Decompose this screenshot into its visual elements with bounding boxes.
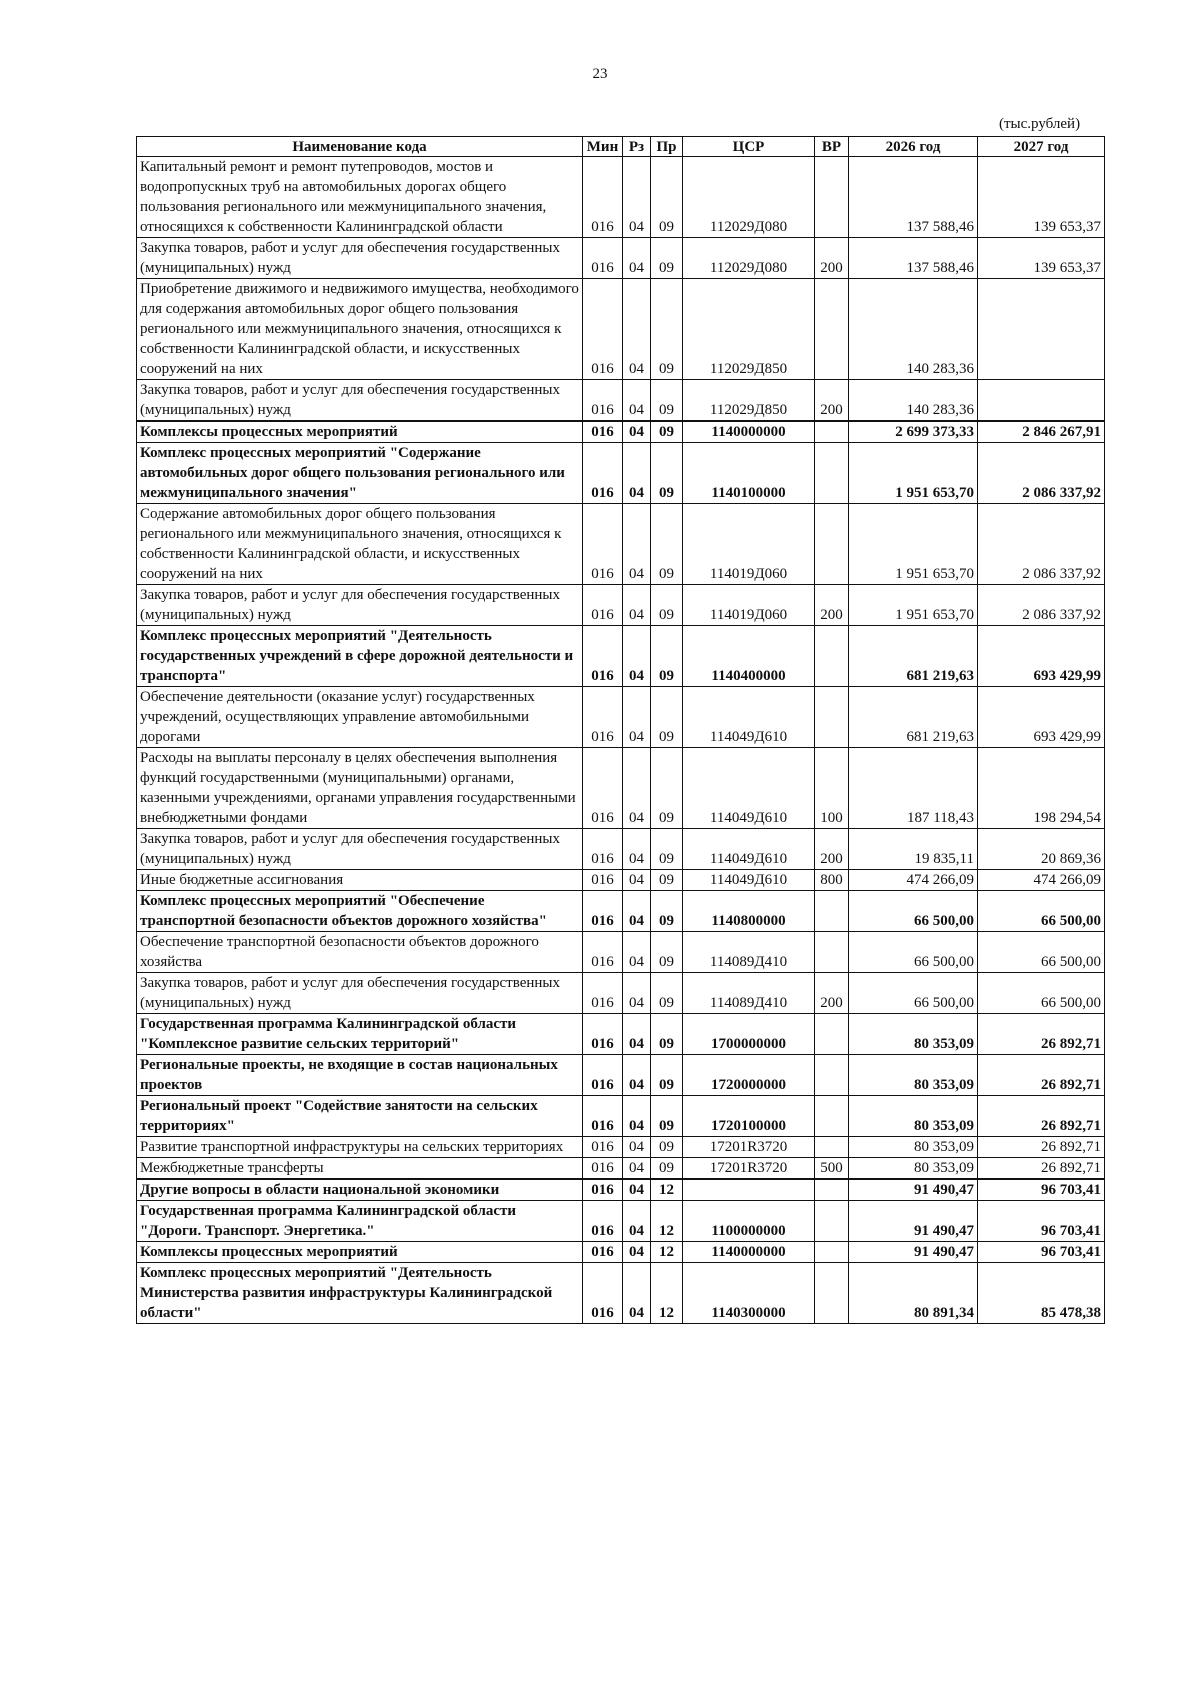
cell-pr: 09: [651, 1096, 683, 1137]
cell-2027: 693 429,99: [978, 687, 1105, 748]
cell-2026: 2 699 373,33: [849, 421, 978, 443]
table-row: [137, 380, 1105, 422]
cell-min: 016: [583, 421, 623, 443]
cell-2027: 139 653,37: [978, 157, 1105, 238]
cell-rz: 04: [623, 626, 651, 687]
table-header-row: [137, 137, 1105, 157]
cell-csr: 112029Д850: [683, 279, 815, 380]
cell-vr: [815, 1242, 849, 1263]
cell-2027: 2 086 337,92: [978, 443, 1105, 504]
cell-pr: 09: [651, 626, 683, 687]
cell-pr: 09: [651, 421, 683, 443]
cell-name: Региональные проекты, не входящие в состав национальных проектов: [137, 1055, 583, 1096]
cell-csr: 114089Д410: [683, 973, 815, 1014]
cell-name: Комплексы процессных мероприятий: [137, 1242, 583, 1263]
cell-pr: 09: [651, 1158, 683, 1180]
cell-2026: 91 490,47: [849, 1201, 978, 1242]
cell-name: Другие вопросы в области национальной экономики: [137, 1179, 583, 1201]
table-row: [137, 1263, 1105, 1324]
cell-min: 016: [583, 1179, 623, 1201]
cell-min: 016: [583, 380, 623, 422]
cell-2026: 80 353,09: [849, 1055, 978, 1096]
cell-rz: 04: [623, 421, 651, 443]
cell-csr: 1140000000: [683, 421, 815, 443]
cell-pr: 09: [651, 687, 683, 748]
cell-2027: 96 703,41: [978, 1179, 1105, 1201]
cell-vr: [815, 1055, 849, 1096]
table-row: [137, 1096, 1105, 1137]
cell-pr: 09: [651, 829, 683, 870]
cell-csr: 112029Д080: [683, 157, 815, 238]
cell-rz: 04: [623, 585, 651, 626]
table-row: [137, 1201, 1105, 1242]
cell-rz: 04: [623, 504, 651, 585]
table-row: [137, 1014, 1105, 1055]
table-row: [137, 1137, 1105, 1158]
cell-pr: 12: [651, 1201, 683, 1242]
cell-vr: [815, 1014, 849, 1055]
cell-min: 016: [583, 973, 623, 1014]
header-vr: ВР: [815, 137, 849, 157]
cell-2026: 66 500,00: [849, 891, 978, 932]
cell-rz: 04: [623, 973, 651, 1014]
cell-vr: [815, 421, 849, 443]
table-row: [137, 421, 1105, 443]
cell-min: 016: [583, 1263, 623, 1324]
cell-2026: 137 588,46: [849, 238, 978, 279]
cell-2027: 26 892,71: [978, 1137, 1105, 1158]
cell-pr: 09: [651, 891, 683, 932]
cell-2026: 681 219,63: [849, 687, 978, 748]
cell-2026: 187 118,43: [849, 748, 978, 829]
cell-rz: 04: [623, 932, 651, 973]
cell-csr: 114019Д060: [683, 504, 815, 585]
cell-pr: 09: [651, 1014, 683, 1055]
header-min: Мин: [583, 137, 623, 157]
cell-2027: 2 086 337,92: [978, 504, 1105, 585]
cell-rz: 04: [623, 870, 651, 891]
cell-2027: 66 500,00: [978, 973, 1105, 1014]
cell-vr: 200: [815, 238, 849, 279]
cell-2027: 66 500,00: [978, 932, 1105, 973]
cell-rz: 04: [623, 1179, 651, 1201]
cell-name: Комплексы процессных мероприятий: [137, 421, 583, 443]
cell-csr: 114049Д610: [683, 748, 815, 829]
cell-rz: 04: [623, 1137, 651, 1158]
cell-name: Расходы на выплаты персоналу в целях обеспечения выполнения функций государственными (муниципальными) органами, казенными учреждениями, органами управления государственными внебюджетными фондами: [137, 748, 583, 829]
cell-name: Комплекс процессных мероприятий "Содержание автомобильных дорог общего пользования регионального или межмуниципального значения": [137, 443, 583, 504]
cell-2027: 85 478,38: [978, 1263, 1105, 1324]
header-rz: Рз: [623, 137, 651, 157]
cell-min: 016: [583, 687, 623, 748]
cell-2027: 26 892,71: [978, 1096, 1105, 1137]
cell-csr: 1100000000: [683, 1201, 815, 1242]
header-2026: 2026 год: [849, 137, 978, 157]
cell-2026: 1 951 653,70: [849, 585, 978, 626]
cell-2026: 80 353,09: [849, 1137, 978, 1158]
table-row: [137, 748, 1105, 829]
cell-rz: 04: [623, 1263, 651, 1324]
cell-2027: 20 869,36: [978, 829, 1105, 870]
budget-table: [136, 136, 1105, 1324]
cell-pr: 12: [651, 1179, 683, 1201]
cell-pr: 09: [651, 279, 683, 380]
cell-csr: [683, 1179, 815, 1201]
cell-2026: 66 500,00: [849, 973, 978, 1014]
cell-2027: [978, 380, 1105, 422]
table-row: [137, 157, 1105, 238]
cell-name: Закупка товаров, работ и услуг для обеспечения государственных (муниципальных) нужд: [137, 973, 583, 1014]
cell-2026: 66 500,00: [849, 932, 978, 973]
cell-2027: 26 892,71: [978, 1055, 1105, 1096]
cell-name: Обеспечение деятельности (оказание услуг) государственных учреждений, осуществляющих управление автомобильными дорогами: [137, 687, 583, 748]
cell-min: 016: [583, 504, 623, 585]
cell-2026: 137 588,46: [849, 157, 978, 238]
cell-vr: 500: [815, 1158, 849, 1180]
cell-2026: 80 891,34: [849, 1263, 978, 1324]
cell-min: 016: [583, 1055, 623, 1096]
cell-min: 016: [583, 1158, 623, 1180]
cell-name: Развитие транспортной инфраструктуры на сельских территориях: [137, 1137, 583, 1158]
cell-vr: [815, 157, 849, 238]
cell-name: Комплекс процессных мероприятий "Деятельность государственных учреждений в сфере дорожной деятельности и транспорта": [137, 626, 583, 687]
cell-2026: 91 490,47: [849, 1242, 978, 1263]
table-row: [137, 829, 1105, 870]
cell-min: 016: [583, 157, 623, 238]
cell-csr: 112029Д080: [683, 238, 815, 279]
cell-pr: 09: [651, 748, 683, 829]
cell-rz: 04: [623, 1242, 651, 1263]
cell-rz: 04: [623, 238, 651, 279]
header-2027: 2027 год: [978, 137, 1105, 157]
table-row: [137, 870, 1105, 891]
cell-name: Закупка товаров, работ и услуг для обеспечения государственных (муниципальных) нужд: [137, 380, 583, 422]
cell-vr: [815, 1201, 849, 1242]
cell-min: 016: [583, 1201, 623, 1242]
cell-vr: [815, 279, 849, 380]
cell-name: Закупка товаров, работ и услуг для обеспечения государственных (муниципальных) нужд: [137, 585, 583, 626]
cell-min: 016: [583, 585, 623, 626]
cell-name: Капитальный ремонт и ремонт путепроводов, мостов и водопропускных труб на автомобильных дорогах общего пользования регионального или межмуниципального значения, относящихся к собственности Калининградской области: [137, 157, 583, 238]
cell-2027: 139 653,37: [978, 238, 1105, 279]
cell-vr: 200: [815, 585, 849, 626]
cell-rz: 04: [623, 1014, 651, 1055]
header-csr: ЦСР: [683, 137, 815, 157]
cell-csr: 114049Д610: [683, 829, 815, 870]
cell-vr: [815, 687, 849, 748]
cell-csr: 1140800000: [683, 891, 815, 932]
cell-min: 016: [583, 870, 623, 891]
cell-2026: 1 951 653,70: [849, 443, 978, 504]
table-row: [137, 1242, 1105, 1263]
cell-2027: 474 266,09: [978, 870, 1105, 891]
cell-vr: 200: [815, 973, 849, 1014]
cell-vr: 200: [815, 829, 849, 870]
cell-rz: 04: [623, 443, 651, 504]
cell-2026: 140 283,36: [849, 380, 978, 422]
table-row: [137, 932, 1105, 973]
table-row: [137, 891, 1105, 932]
cell-pr: 12: [651, 1242, 683, 1263]
cell-min: 016: [583, 1096, 623, 1137]
cell-min: 016: [583, 626, 623, 687]
cell-name: Комплекс процессных мероприятий "Обеспечение транспортной безопасности объектов дорожного хозяйства": [137, 891, 583, 932]
cell-min: 016: [583, 891, 623, 932]
header-name: Наименование кода: [137, 137, 583, 157]
cell-csr: 114049Д610: [683, 687, 815, 748]
cell-rz: 04: [623, 1055, 651, 1096]
cell-name: Комплекс процессных мероприятий "Деятельность Министерства развития инфраструктуры Калининградской области": [137, 1263, 583, 1324]
cell-min: 016: [583, 1137, 623, 1158]
table-row: [137, 279, 1105, 380]
cell-2026: 80 353,09: [849, 1096, 978, 1137]
cell-pr: 09: [651, 380, 683, 422]
cell-csr: 1140400000: [683, 626, 815, 687]
cell-2027: 96 703,41: [978, 1242, 1105, 1263]
cell-2027: 96 703,41: [978, 1201, 1105, 1242]
table-row: [137, 1055, 1105, 1096]
cell-vr: 100: [815, 748, 849, 829]
table-row: [137, 238, 1105, 279]
cell-2026: 91 490,47: [849, 1179, 978, 1201]
cell-csr: 17201R3720: [683, 1137, 815, 1158]
table-row: [137, 1179, 1105, 1201]
cell-pr: 09: [651, 238, 683, 279]
cell-vr: [815, 626, 849, 687]
cell-pr: 09: [651, 1055, 683, 1096]
cell-2027: 2 086 337,92: [978, 585, 1105, 626]
cell-csr: 114049Д610: [683, 870, 815, 891]
cell-csr: 1720100000: [683, 1096, 815, 1137]
table-row: [137, 504, 1105, 585]
cell-2026: 80 353,09: [849, 1014, 978, 1055]
cell-2026: 19 835,11: [849, 829, 978, 870]
cell-vr: 200: [815, 380, 849, 422]
cell-2026: 681 219,63: [849, 626, 978, 687]
cell-rz: 04: [623, 1096, 651, 1137]
cell-vr: [815, 1096, 849, 1137]
cell-name: Содержание автомобильных дорог общего пользования регионального или межмуниципального значения, относящихся к собственности Калининградской области, и искусственных сооружений на них: [137, 504, 583, 585]
cell-vr: [815, 1179, 849, 1201]
table-body: [137, 157, 1105, 1324]
cell-2026: 474 266,09: [849, 870, 978, 891]
cell-min: 016: [583, 748, 623, 829]
cell-name: Иные бюджетные ассигнования: [137, 870, 583, 891]
cell-csr: 114089Д410: [683, 932, 815, 973]
cell-rz: 04: [623, 157, 651, 238]
cell-min: 016: [583, 279, 623, 380]
cell-name: Региональный проект "Содействие занятости на сельских территориях": [137, 1096, 583, 1137]
cell-2026: 80 353,09: [849, 1158, 978, 1180]
cell-2027: 693 429,99: [978, 626, 1105, 687]
cell-min: 016: [583, 932, 623, 973]
cell-vr: [815, 932, 849, 973]
cell-min: 016: [583, 829, 623, 870]
cell-pr: 09: [651, 443, 683, 504]
cell-2027: 26 892,71: [978, 1014, 1105, 1055]
cell-vr: [815, 504, 849, 585]
cell-vr: [815, 1137, 849, 1158]
cell-name: Государственная программа Калининградской области "Дороги. Транспорт. Энергетика.": [137, 1201, 583, 1242]
table-row: [137, 687, 1105, 748]
cell-2027: 198 294,54: [978, 748, 1105, 829]
cell-pr: 09: [651, 585, 683, 626]
cell-2027: [978, 279, 1105, 380]
cell-min: 016: [583, 1242, 623, 1263]
table-row: [137, 626, 1105, 687]
cell-vr: 800: [815, 870, 849, 891]
table-row: [137, 1158, 1105, 1180]
cell-rz: 04: [623, 748, 651, 829]
cell-csr: 17201R3720: [683, 1158, 815, 1180]
cell-csr: 112029Д850: [683, 380, 815, 422]
cell-csr: 1720000000: [683, 1055, 815, 1096]
cell-name: Государственная программа Калининградской области "Комплексное развитие сельских территорий": [137, 1014, 583, 1055]
cell-vr: [815, 891, 849, 932]
cell-csr: 1140100000: [683, 443, 815, 504]
cell-pr: 09: [651, 1137, 683, 1158]
cell-pr: 09: [651, 157, 683, 238]
cell-csr: 1700000000: [683, 1014, 815, 1055]
cell-name: Приобретение движимого и недвижимого имущества, необходимого для содержания автомобильных дорог общего пользования регионального или межмуниципального значения, относящихся к собственности Калининградской области, и искусственных сооружений на них: [137, 279, 583, 380]
cell-2026: 1 951 653,70: [849, 504, 978, 585]
cell-rz: 04: [623, 687, 651, 748]
cell-name: Закупка товаров, работ и услуг для обеспечения государственных (муниципальных) нужд: [137, 829, 583, 870]
cell-pr: 09: [651, 973, 683, 1014]
table-row: [137, 443, 1105, 504]
table-row: [137, 585, 1105, 626]
cell-name: Межбюджетные трансферты: [137, 1158, 583, 1180]
cell-pr: 09: [651, 932, 683, 973]
cell-csr: 1140000000: [683, 1242, 815, 1263]
cell-rz: 04: [623, 829, 651, 870]
cell-name: Закупка товаров, работ и услуг для обеспечения государственных (муниципальных) нужд: [137, 238, 583, 279]
cell-vr: [815, 443, 849, 504]
cell-2027: 2 846 267,91: [978, 421, 1105, 443]
cell-rz: 04: [623, 1158, 651, 1180]
cell-rz: 04: [623, 380, 651, 422]
cell-vr: [815, 1263, 849, 1324]
units-label: (тыс.рублей): [999, 116, 1081, 132]
cell-name: Обеспечение транспортной безопасности объектов дорожного хозяйства: [137, 932, 583, 973]
cell-pr: 09: [651, 504, 683, 585]
cell-min: 016: [583, 1014, 623, 1055]
page-number: 23: [592, 66, 608, 82]
cell-rz: 04: [623, 891, 651, 932]
cell-csr: 114019Д060: [683, 585, 815, 626]
cell-rz: 04: [623, 1201, 651, 1242]
table-row: [137, 973, 1105, 1014]
cell-rz: 04: [623, 279, 651, 380]
cell-min: 016: [583, 238, 623, 279]
cell-csr: 1140300000: [683, 1263, 815, 1324]
cell-min: 016: [583, 443, 623, 504]
header-pr: Пр: [651, 137, 683, 157]
cell-pr: 09: [651, 870, 683, 891]
cell-pr: 12: [651, 1263, 683, 1324]
cell-2026: 140 283,36: [849, 279, 978, 380]
cell-2027: 26 892,71: [978, 1158, 1105, 1180]
cell-2027: 66 500,00: [978, 891, 1105, 932]
